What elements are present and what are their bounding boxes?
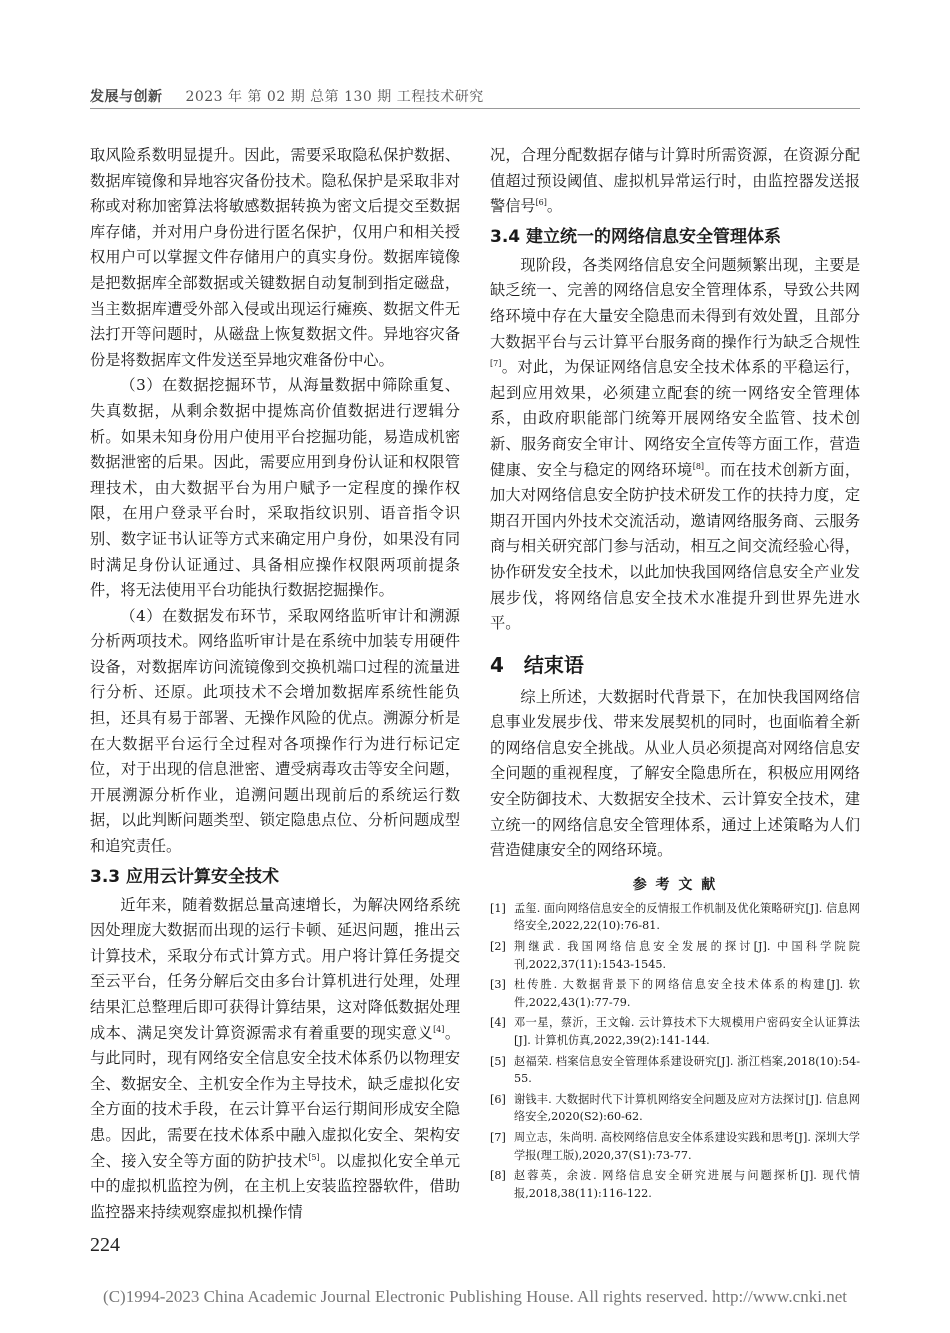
copyright-notice: (C)1994-2023 China Academic Journal Electronic Publishing House. All rights reserved. http://www.cnki.net	[103, 1287, 847, 1306]
reference-item	[490, 976, 860, 1011]
reference-number: [3]	[490, 978, 506, 992]
citation-7: [7]	[490, 359, 502, 369]
paragraph-privacy-protection: 取风险系数明显提升。因此，需要采取隐私保护数据、数据库镜像和异地容灾备份技术。隐私保护是采取非对称或对称加密算法将敏感数据转换为密文后提交至数据库存储，并对用户身份进行匿名保护，仅用户和相关授权用户可以掌握文件存储用户的真实身份。数据库镜像是把数据库全部数据或关键数据自动复制到指定磁盘，当主数据库遭受外部入侵或出现运行瘫痪、数据文件无法打开等问题时，从磁盘上恢复数据文件。异地容灾备份是将数据库文件发送至异地灾难备份中心。	[90, 146, 460, 369]
reference-item	[490, 1167, 860, 1202]
reference-text: 赵福荣. 档案信息安全管理体系建设研究[J]. 浙江档案,2018(10):54-55.	[514, 1054, 860, 1086]
text-run: 。对此，为保证网络信息安全技术体系的平稳运行，起到应用效果，必须建立配套的统一网络安全管理体系，由政府职能部门统筹开展网络安全监管、技术创新、服务商安全审计、网络安全宣传等方面工作，营造健康、安全与稳定的网络环境	[490, 358, 860, 479]
reference-text: 谢钱丰. 大数据时代下计算机网络安全问题及应对方法探讨[J]. 信息网络安全,2020(S2):60-62.	[514, 1092, 860, 1124]
right-column	[490, 143, 860, 1205]
paragraph-vm-monitor	[490, 143, 860, 220]
section-heading-3-4: 3.4 建立统一的网络信息安全管理体系	[490, 226, 782, 247]
reference-number: [7]	[490, 1130, 506, 1144]
references-list	[490, 900, 860, 1203]
reference-item	[490, 1129, 860, 1164]
reference-item	[490, 1014, 860, 1049]
citation-5: [5]	[308, 1152, 320, 1162]
paragraph-cloud-computing	[90, 893, 460, 1226]
reference-number: [1]	[490, 901, 506, 915]
text-run: 。	[546, 197, 563, 216]
text-run: 近年来，随着数据总量高速增长，为解决网络系统因处理庞大数据而出现的运行卡顿、延迟问题，推出云计算技术，采取分布式计算方式。用户将计算任务提交至云平台，任务分解后交由多台计算机进行处理，处理结果汇总整理后即可获得计算结果，这对降低数据处理成本、满足突发计算资源需求有着重要的现实意义	[90, 895, 460, 1042]
reference-text: 赵蓉英，余波. 网络信息安全研究进展与问题探析[J]. 现代情报,2018,38(11):116-122.	[514, 1169, 860, 1200]
left-column	[90, 143, 460, 1225]
reference-text: 荆继武. 我国网络信息安全发展的探讨[J]. 中国科学院院刊,2022,37(11):1543-1545.	[514, 940, 860, 971]
paragraph-data-publishing: （4）在数据发布环节，采取网络监听审计和溯源分析两项技术。网络监听审计是在系统中加装专用硬件设备，对数据库访问流镜像到交换机端口过程的流量进行分析、还原。此项技术不会增加数据库系统性能负担，还具有易于部署、无操作风险的优点。溯源分析是在大数据平台运行全过程对各项操作行为进行标记定位，对于出现的信息泄密、遭受病毒攻击等安全问题，开展溯源分析作业，追溯问题出现前后的系统运行数据，以此判断问题类型、锁定隐患点位、分析问题成型和追究责任。	[90, 606, 460, 856]
reference-text: 杜传胜. 大数据背景下的网络信息安全技术体系的构建[J]. 软件,2022,43(1):77-79.	[514, 978, 860, 1009]
text-run: 现阶段，各类网络信息安全问题频繁出现，主要是缺乏统一、完善的网络信息安全管理体系，导致公共网络环境中存在大量安全隐患而未得到有效处置，且部分大数据平台与云计算平台服务商的操作行为缺乏合规性	[490, 255, 860, 351]
text-run: 况，合理分配数据存储与计算时所需资源，在资源分配值超过预设阈值、虚拟机异常运行时，由监控器发送报警信号	[490, 146, 860, 216]
running-header	[90, 86, 860, 106]
reference-number: [8]	[490, 1169, 506, 1183]
reference-text: 邓一星，蔡沂，王文翰. 云计算技术下大规模用户密码安全认证算法[J]. 计算机仿真,2022,39(2):141-144.	[514, 1016, 860, 1047]
references-title: 参 考 文 献	[632, 876, 718, 893]
reference-number: [5]	[490, 1054, 506, 1068]
text-run: 。与此同时，现有网络安全信息安全技术体系仍以物理安全、数据安全、主机安全作为主导技术，缺乏虚拟化安全方面的技术手段，在云计算平台运行期间形成安全隐患。因此，需要在技术体系中融入虚拟化安全、架构安全、接入安全等方面的防护技术	[90, 1023, 460, 1170]
journal-section-name: 发展与创新	[90, 89, 163, 105]
citation-6: [6]	[535, 198, 547, 208]
reference-item	[490, 1053, 860, 1088]
reference-number: [6]	[490, 1092, 506, 1106]
text-run: 。而在技术创新方面，加大对网络信息安全防护技术研发工作的扶持力度，定期召开国内外技术交流活动，邀请网络服务商、云服务商与相关研究部门参与活动，相互之间交流经验心得，协作研发安全技术，以此加快我国网络信息安全产业发展步伐，将网络信息安全技术水准提升到世界先进水平。	[490, 460, 860, 633]
citation-8: [8]	[692, 461, 705, 471]
reference-text: 周立志，朱尚明. 高校网络信息安全体系建设实践和思考[J]. 深圳大学学报(理工版),2020,37(S1):73-77.	[514, 1130, 860, 1162]
paragraph-data-mining: （3）在数据挖掘环节，从海量数据中筛除重复、失真数据，从剩余数据中提炼高价值数据进行逻辑分析。如果未知身份用户使用平台挖掘功能，易造成机密数据泄密的后果。因此，需要应用到身份认证和权限管理技术，由大数据平台为用户赋予一定程度的操作权限，在用户登录平台时，采取指纹识别、语音指令识别、数字证书认证等方式来确定用户身份，如果没有同时满足身份认证通过、具备相应操作权限两项前提条件，将无法使用平台功能执行数据挖掘操作。	[90, 376, 460, 600]
section-heading-3-3: 3.3 应用云计算安全技术	[90, 866, 280, 887]
header-rule	[90, 108, 860, 109]
paragraph-management-system	[490, 253, 860, 637]
reference-number: [4]	[490, 1016, 506, 1030]
section-heading-4: 4 结束语	[490, 652, 584, 677]
paragraph-conclusion: 综上所述，大数据时代背景下，在加快我国网络信息事业发展步伐、带来发展契机的同时，也面临着全新的网络信息安全挑战。从业人员必须提高对网络信息安全问题的重视程度，了解安全隐患所在，积极应用网络安全防御技术、大数据安全技术、云计算安全技术，建立统一的网络信息安全管理体系，通过上述策略为人们营造健康安全的网络环境。	[490, 687, 860, 860]
reference-text: 孟玺. 面向网络信息安全的反情报工作机制及优化策略研究[J]. 信息网络安全,2022,22(10):76-81.	[514, 901, 860, 933]
page-number: 224	[90, 1234, 120, 1256]
reference-item	[490, 938, 860, 973]
citation-4: [4]	[433, 1024, 445, 1034]
reference-item	[490, 900, 860, 935]
text-run: 。以虚拟化安全单元中的虚拟机监控为例，在主机上安装监控器软件，借助监控器来持续观察虚拟机操作情	[90, 1151, 460, 1221]
reference-number: [2]	[490, 940, 506, 954]
issue-info: 2023 年 第 02 期 总第 130 期 工程技术研究	[185, 89, 484, 105]
reference-item	[490, 1091, 860, 1126]
